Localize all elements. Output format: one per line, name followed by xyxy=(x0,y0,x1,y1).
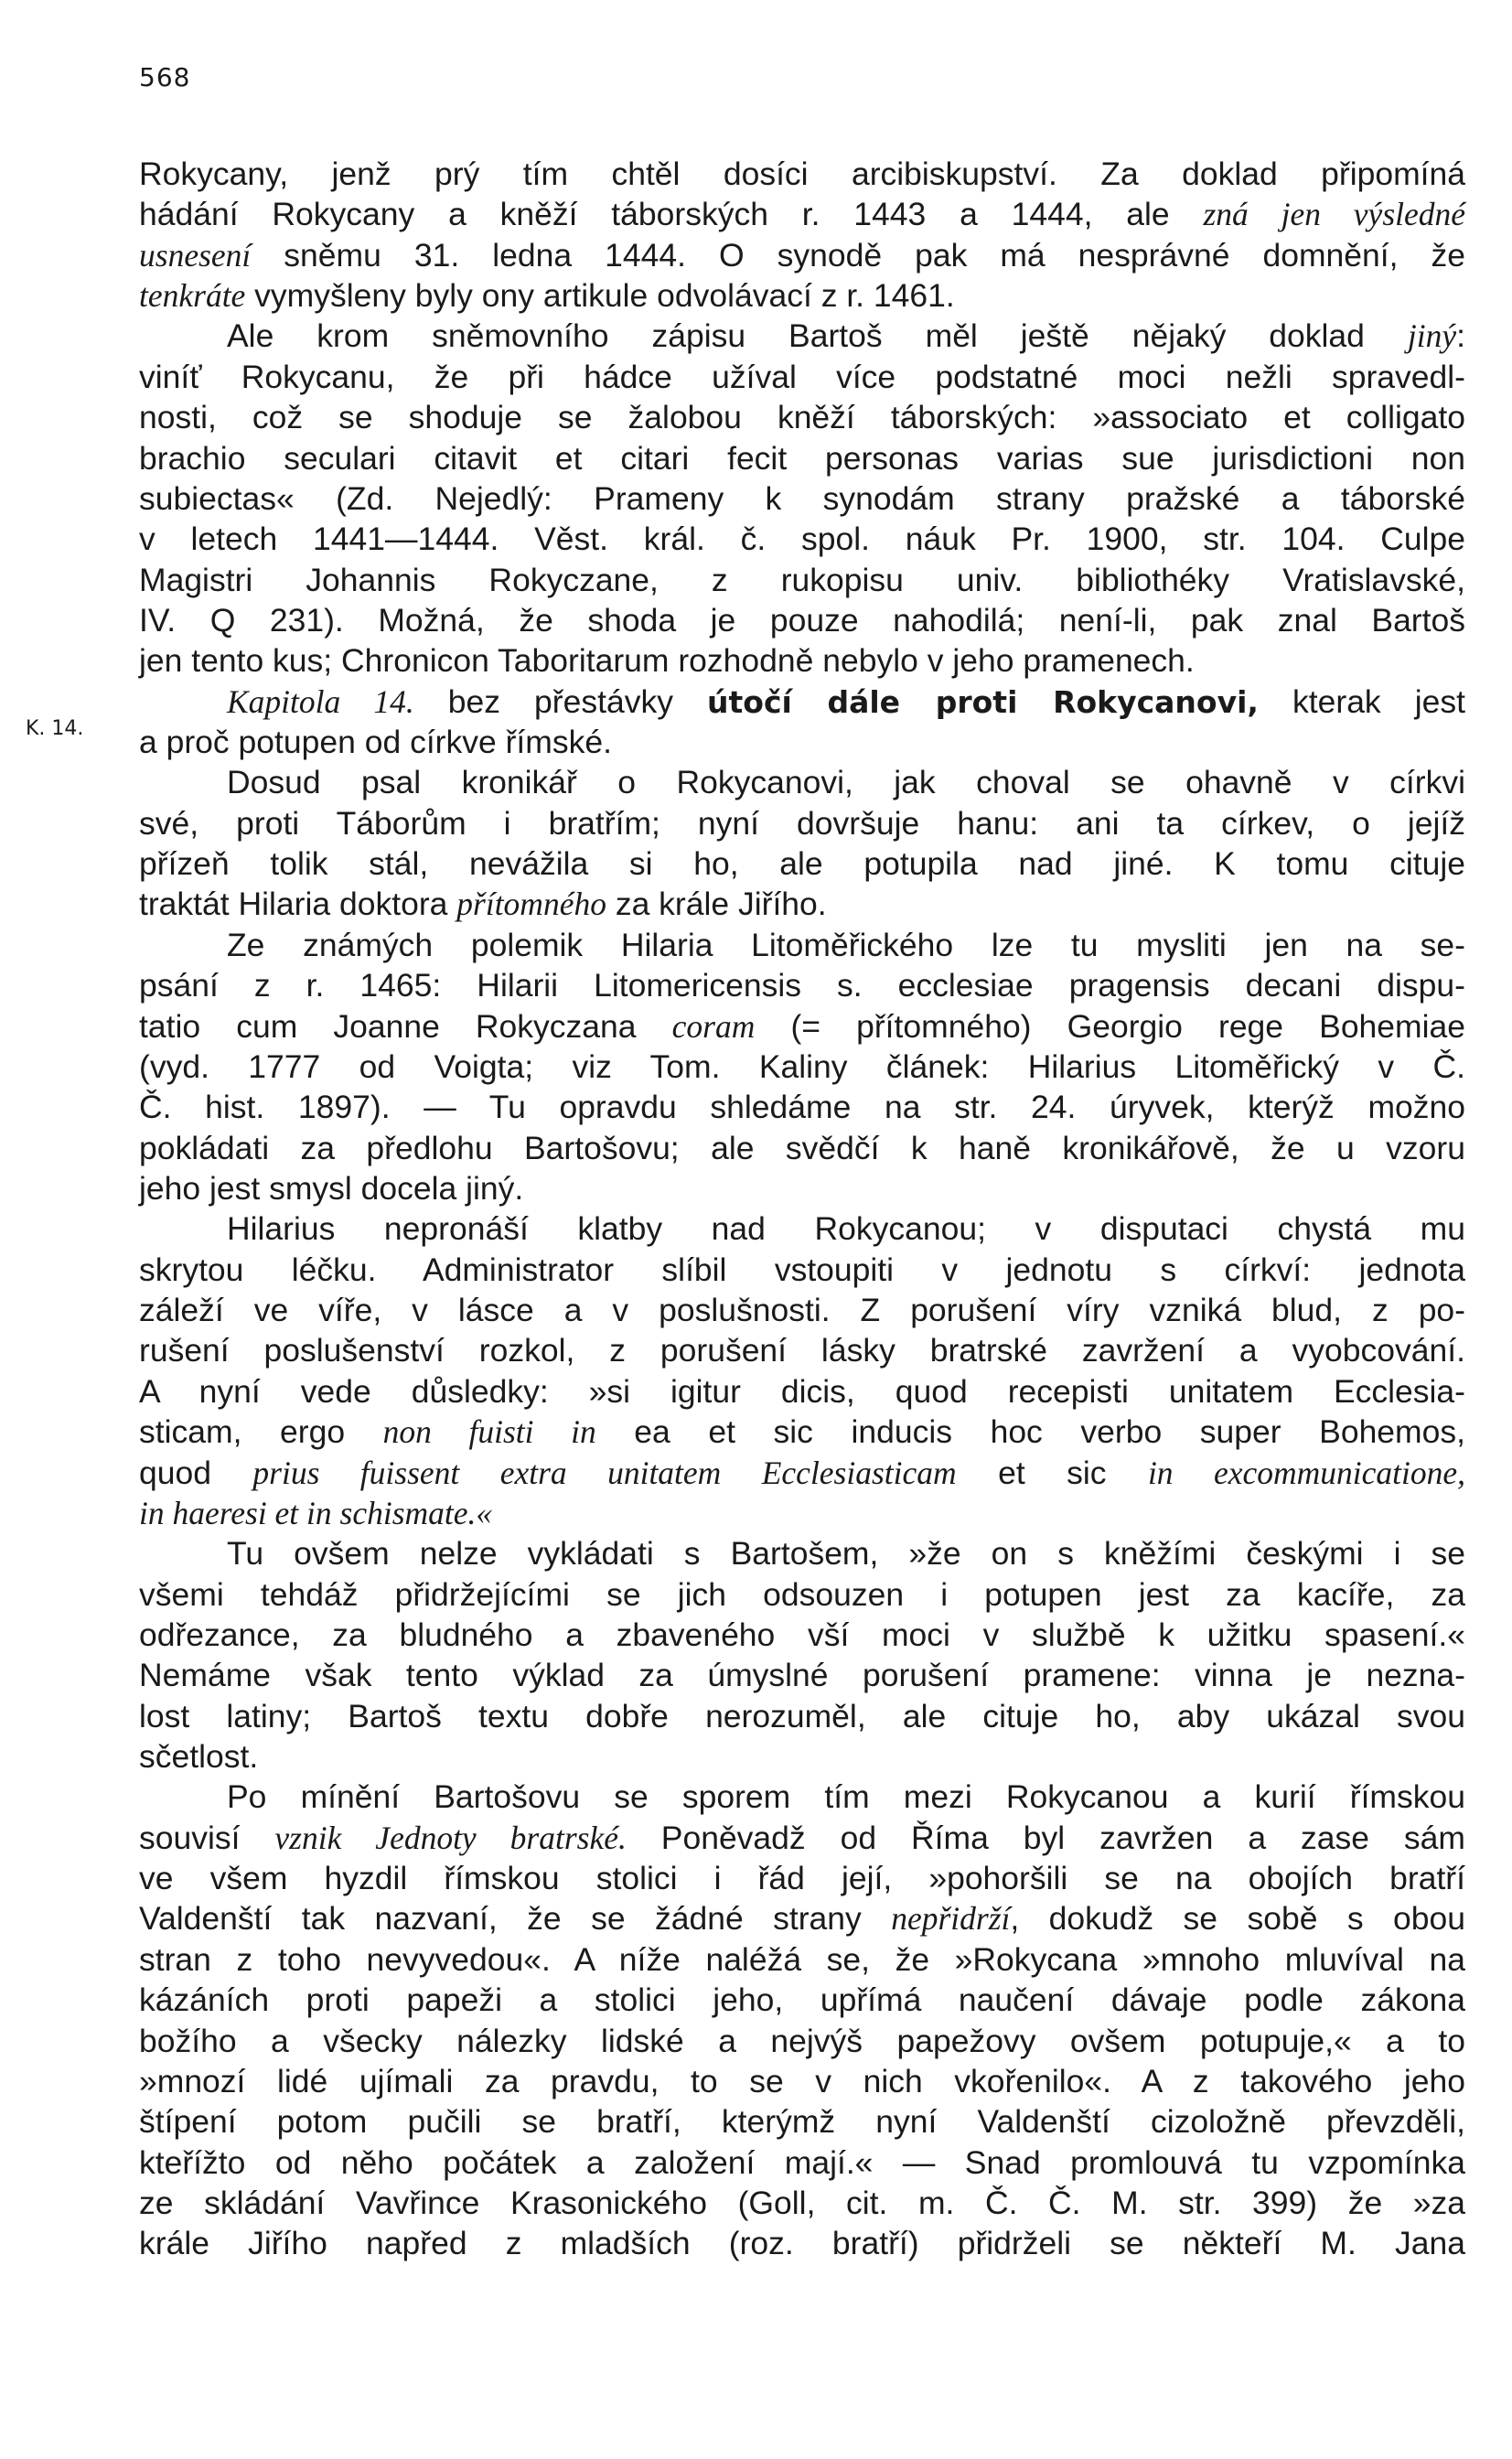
text-segment: odřezance, za bludného a zbaveného vší moci v službě k užitku spasení.« xyxy=(139,1616,1465,1653)
text-segment: sčetlost. xyxy=(139,1738,259,1776)
text-line xyxy=(139,1290,1465,1330)
text-segment: jeho jest smysl docela jiný. xyxy=(139,1169,524,1207)
text-line xyxy=(139,1777,1465,1817)
italic-text: Kapitola 14. xyxy=(227,682,414,720)
text-segment: kterak jest xyxy=(1258,682,1465,720)
italic-text: in excommunicatione, xyxy=(1147,1454,1465,1491)
text-line xyxy=(139,519,1465,559)
text-line xyxy=(139,1371,1465,1412)
text-line xyxy=(139,1493,1465,1533)
text-segment: kázáních proti papeži a stolici jeho, upřímá naučení dávaje podle zákona xyxy=(139,1981,1465,2019)
text-segment: IV. Q 231). Možná, že shoda je pouze nahodilá; není-li, pak znal Bartoš xyxy=(139,601,1465,639)
text-segment: Valdenští tak nazvaní, že se žádné strany xyxy=(139,1900,892,1938)
text-segment: skrytou léčku. Administrator slíbil vstoupiti v jednotu s církví: jednota xyxy=(139,1251,1465,1288)
text-line xyxy=(139,1168,1465,1208)
text-line xyxy=(139,1250,1465,1290)
italic-text: přítomného xyxy=(456,886,606,923)
text-line xyxy=(139,2101,1465,2142)
text-segment: za krále Jiřího. xyxy=(606,886,827,923)
text-line xyxy=(139,682,1465,722)
text-line xyxy=(139,2142,1465,2183)
text-segment: ea et sic inducis hoc verbo super Bohemos, xyxy=(595,1413,1465,1451)
text-line xyxy=(139,803,1465,843)
text-segment: ze skládání Vavřince Krasonického (Goll, cit. m. Č. Č. M. str. 399) že »za xyxy=(139,2184,1465,2221)
text-segment: Dosud psal kronikář o Rokycanovi, jak choval se ohavně v církvi xyxy=(227,764,1465,801)
body-text xyxy=(139,154,1465,2264)
text-segment: »mnozí lidé ujímali za pravdu, to se v nich vkořenilo«. A z takového jeho xyxy=(139,2062,1465,2099)
text-line xyxy=(139,1980,1465,2020)
text-line xyxy=(139,1696,1465,1736)
margin-chapter-note: K. 14. xyxy=(26,717,84,740)
text-segment: nosti, což se shoduje se žalobou kněží táborských: »associato et colligato xyxy=(139,399,1465,436)
text-line xyxy=(139,478,1465,519)
text-segment: krále Jiřího napřed z mladších (roz. bratří) přidrželi se někteří M. Jana xyxy=(139,2225,1465,2262)
text-segment: , dokudž se sobě s obou xyxy=(1010,1900,1465,1938)
text-segment: subiectas« (Zd. Nejedlý: Prameny k synodám strany pražské a táborské xyxy=(139,479,1465,517)
text-line xyxy=(139,2021,1465,2061)
italic-text: prius fuissent extra unitatem Ecclesiasticam xyxy=(252,1454,957,1491)
text-segment: brachio seculari citavit et citari fecit personas varias sue jurisdictioni non xyxy=(139,439,1465,477)
text-line xyxy=(139,2223,1465,2263)
text-line xyxy=(139,1939,1465,1980)
text-line xyxy=(139,154,1465,194)
text-line xyxy=(139,965,1465,1005)
text-segment: Poněvadž od Říma byl zavržen a zase sám xyxy=(626,1819,1465,1856)
text-segment: ve všem hyzdil římskou stolici i řád její, »pohoršili se na obojích bratří xyxy=(139,1860,1465,1897)
text-segment: Magistri Johannis Rokyczane, z rukopisu univ. bibliothéky Vratislavské, xyxy=(139,561,1465,598)
text-segment: souvisí xyxy=(139,1819,275,1856)
text-line xyxy=(139,357,1465,397)
text-line xyxy=(139,600,1465,640)
text-line xyxy=(139,884,1465,924)
text-segment: Nemáme však tento výklad za úmyslné porušení pramene: vinna je nezna- xyxy=(139,1657,1465,1694)
text-line xyxy=(139,235,1465,275)
text-line xyxy=(139,1006,1465,1047)
text-segment: božího a všecky nálezky lidské a nejvýš papežovy ovšem potupuje,« a to xyxy=(139,2022,1465,2059)
text-line xyxy=(139,1330,1465,1370)
text-line xyxy=(139,722,1465,762)
text-segment: viníť Rokycanu, že při hádce užíval více podstatné moci nežli spravedl- xyxy=(139,358,1465,395)
bold-text: útočí dále proti Rokycanovi, xyxy=(707,683,1259,720)
text-segment: tatio cum Joanne Rokyczana xyxy=(139,1007,672,1045)
italic-text: jiný xyxy=(1407,317,1457,355)
text-line xyxy=(139,2183,1465,2223)
text-line xyxy=(139,1047,1465,1087)
text-line xyxy=(139,1574,1465,1615)
text-segment: Rokycany, jenž prý tím chtěl dosíci arcibiskupství. Za doklad připomíná xyxy=(139,156,1465,192)
text-line xyxy=(139,194,1465,234)
text-line xyxy=(139,1453,1465,1493)
text-segment: sticam, ergo xyxy=(139,1413,383,1451)
text-line xyxy=(139,1818,1465,1858)
text-line xyxy=(139,2061,1465,2101)
text-line xyxy=(139,1208,1465,1249)
text-segment: Ale krom sněmovního zápisu Bartoš měl ještě nějaký doklad xyxy=(227,317,1408,355)
text-line xyxy=(139,1533,1465,1573)
text-line xyxy=(139,925,1465,965)
text-line xyxy=(139,762,1465,802)
text-segment: stran z toho nevyvedou«. A níže naléžá se, že »Rokycana »mnoho mluvíval na xyxy=(139,1940,1465,1978)
text-segment: et sic xyxy=(956,1454,1148,1491)
text-segment: lost latiny; Bartoš textu dobře nerozuměl, ale cituje ho, aby ukázal svou xyxy=(139,1697,1465,1734)
text-segment: bez přestávky xyxy=(413,682,707,720)
text-segment: Tu ovšem nelze vykládati s Bartošem, »že on s kněžími českými i se xyxy=(227,1535,1465,1573)
text-segment: záleží ve víře, v lásce a v poslušnosti. Z porušení víry vzniká blud, z po- xyxy=(139,1292,1465,1329)
text-line xyxy=(139,1128,1465,1168)
text-segment: hádání Rokycany a kněží táborských r. 1443 a 1444, ale xyxy=(139,196,1204,233)
text-line xyxy=(139,1655,1465,1695)
text-line xyxy=(139,1858,1465,1898)
text-line xyxy=(139,1736,1465,1777)
italic-text: non fuisti in xyxy=(382,1413,596,1451)
text-segment: a proč potupen od církve římské. xyxy=(139,724,612,761)
text-segment: vymyšleny byly ony artikule odvolávací z r. 1461. xyxy=(245,277,955,315)
text-line xyxy=(139,640,1465,681)
text-segment: v letech 1441—1444. Věst. král. č. spol. náuk Pr. 1900, str. 104. Culpe xyxy=(139,521,1465,558)
text-line xyxy=(139,843,1465,884)
text-segment: quod xyxy=(139,1454,253,1491)
text-segment: (= přítomného) Georgio rege Bohemiae xyxy=(755,1007,1465,1045)
text-segment: : xyxy=(1456,317,1465,355)
text-segment: rušení poslušenství rozkol, z porušení lásky bratrské zavržení a vyobcování. xyxy=(139,1332,1465,1369)
italic-text: usnesení xyxy=(139,236,252,274)
text-line xyxy=(139,397,1465,437)
text-segment: A nyní vede důsledky: »si igitur dicis, quod recepisti unitatem Ecclesia- xyxy=(139,1372,1465,1410)
text-line xyxy=(139,438,1465,478)
page-number: 568 xyxy=(139,62,191,92)
text-segment: traktát Hilaria doktora xyxy=(139,886,457,923)
italic-text: vznik Jednoty bratrské. xyxy=(274,1819,627,1856)
text-segment: pokládati za předlohu Bartošovu; ale svědčí k haně kronikářově, že u vzoru xyxy=(139,1129,1465,1166)
text-segment: štípení potom pučili se bratří, kterýmž nyní Valdenští cizoložně převzděli, xyxy=(139,2103,1465,2141)
italic-text: tenkráte xyxy=(139,277,246,315)
text-segment: Hilarius nepronáší klatby nad Rokycanou; v disputaci chystá mu xyxy=(227,1210,1465,1248)
text-segment: sněmu 31. ledna 1444. O synodě pak má nesprávné domnění, že xyxy=(251,236,1465,274)
text-line xyxy=(139,1087,1465,1127)
text-line xyxy=(139,275,1465,316)
text-segment: kteřížto od něho počátek a založení mají.« — Snad promlouvá tu vzpomínka xyxy=(139,2143,1465,2181)
italic-text: coram xyxy=(671,1007,756,1045)
text-segment: psání z r. 1465: Hilarii Litomericensis s. ecclesiae pragensis decani dispu- xyxy=(139,967,1465,1004)
text-line xyxy=(139,1898,1465,1938)
italic-text: nepřidrží xyxy=(891,1900,1011,1938)
text-segment: Po mínění Bartošovu se sporem tím mezi Rokycanou a kurií římskou xyxy=(227,1778,1465,1816)
text-line xyxy=(139,1615,1465,1655)
italic-text: in haeresi et in schismate.« xyxy=(139,1494,493,1531)
text-segment: (vyd. 1777 od Voigta; viz Tom. Kaliny článek: Hilarius Litoměřický v Č. xyxy=(139,1047,1465,1085)
text-segment: jen tento kus; Chronicon Taboritarum rozhodně nebylo v jeho pramenech. xyxy=(139,642,1195,680)
text-segment: přízeň tolik stál, nevážila si ho, ale potupila nad jiné. K tomu cituje xyxy=(139,845,1465,883)
text-segment: Ze známých polemik Hilaria Litoměřického lze tu mysliti jen na se- xyxy=(227,926,1465,963)
text-line xyxy=(139,1412,1465,1452)
text-segment: své, proti Táborům i bratřím; nyní dovršuje hanu: ani ta církev, o jejíž xyxy=(139,804,1465,842)
text-segment: Č. hist. 1897). — Tu opravdu shledáme na str. 24. úryvek, kterýž možno xyxy=(139,1089,1465,1126)
text-segment: všemi tehdáž přidržejícími se jich odsouzen i potupen jest za kacíře, za xyxy=(139,1575,1465,1613)
italic-text: zná jen výsledné xyxy=(1203,196,1466,233)
text-line xyxy=(139,560,1465,600)
text-line xyxy=(139,316,1465,356)
